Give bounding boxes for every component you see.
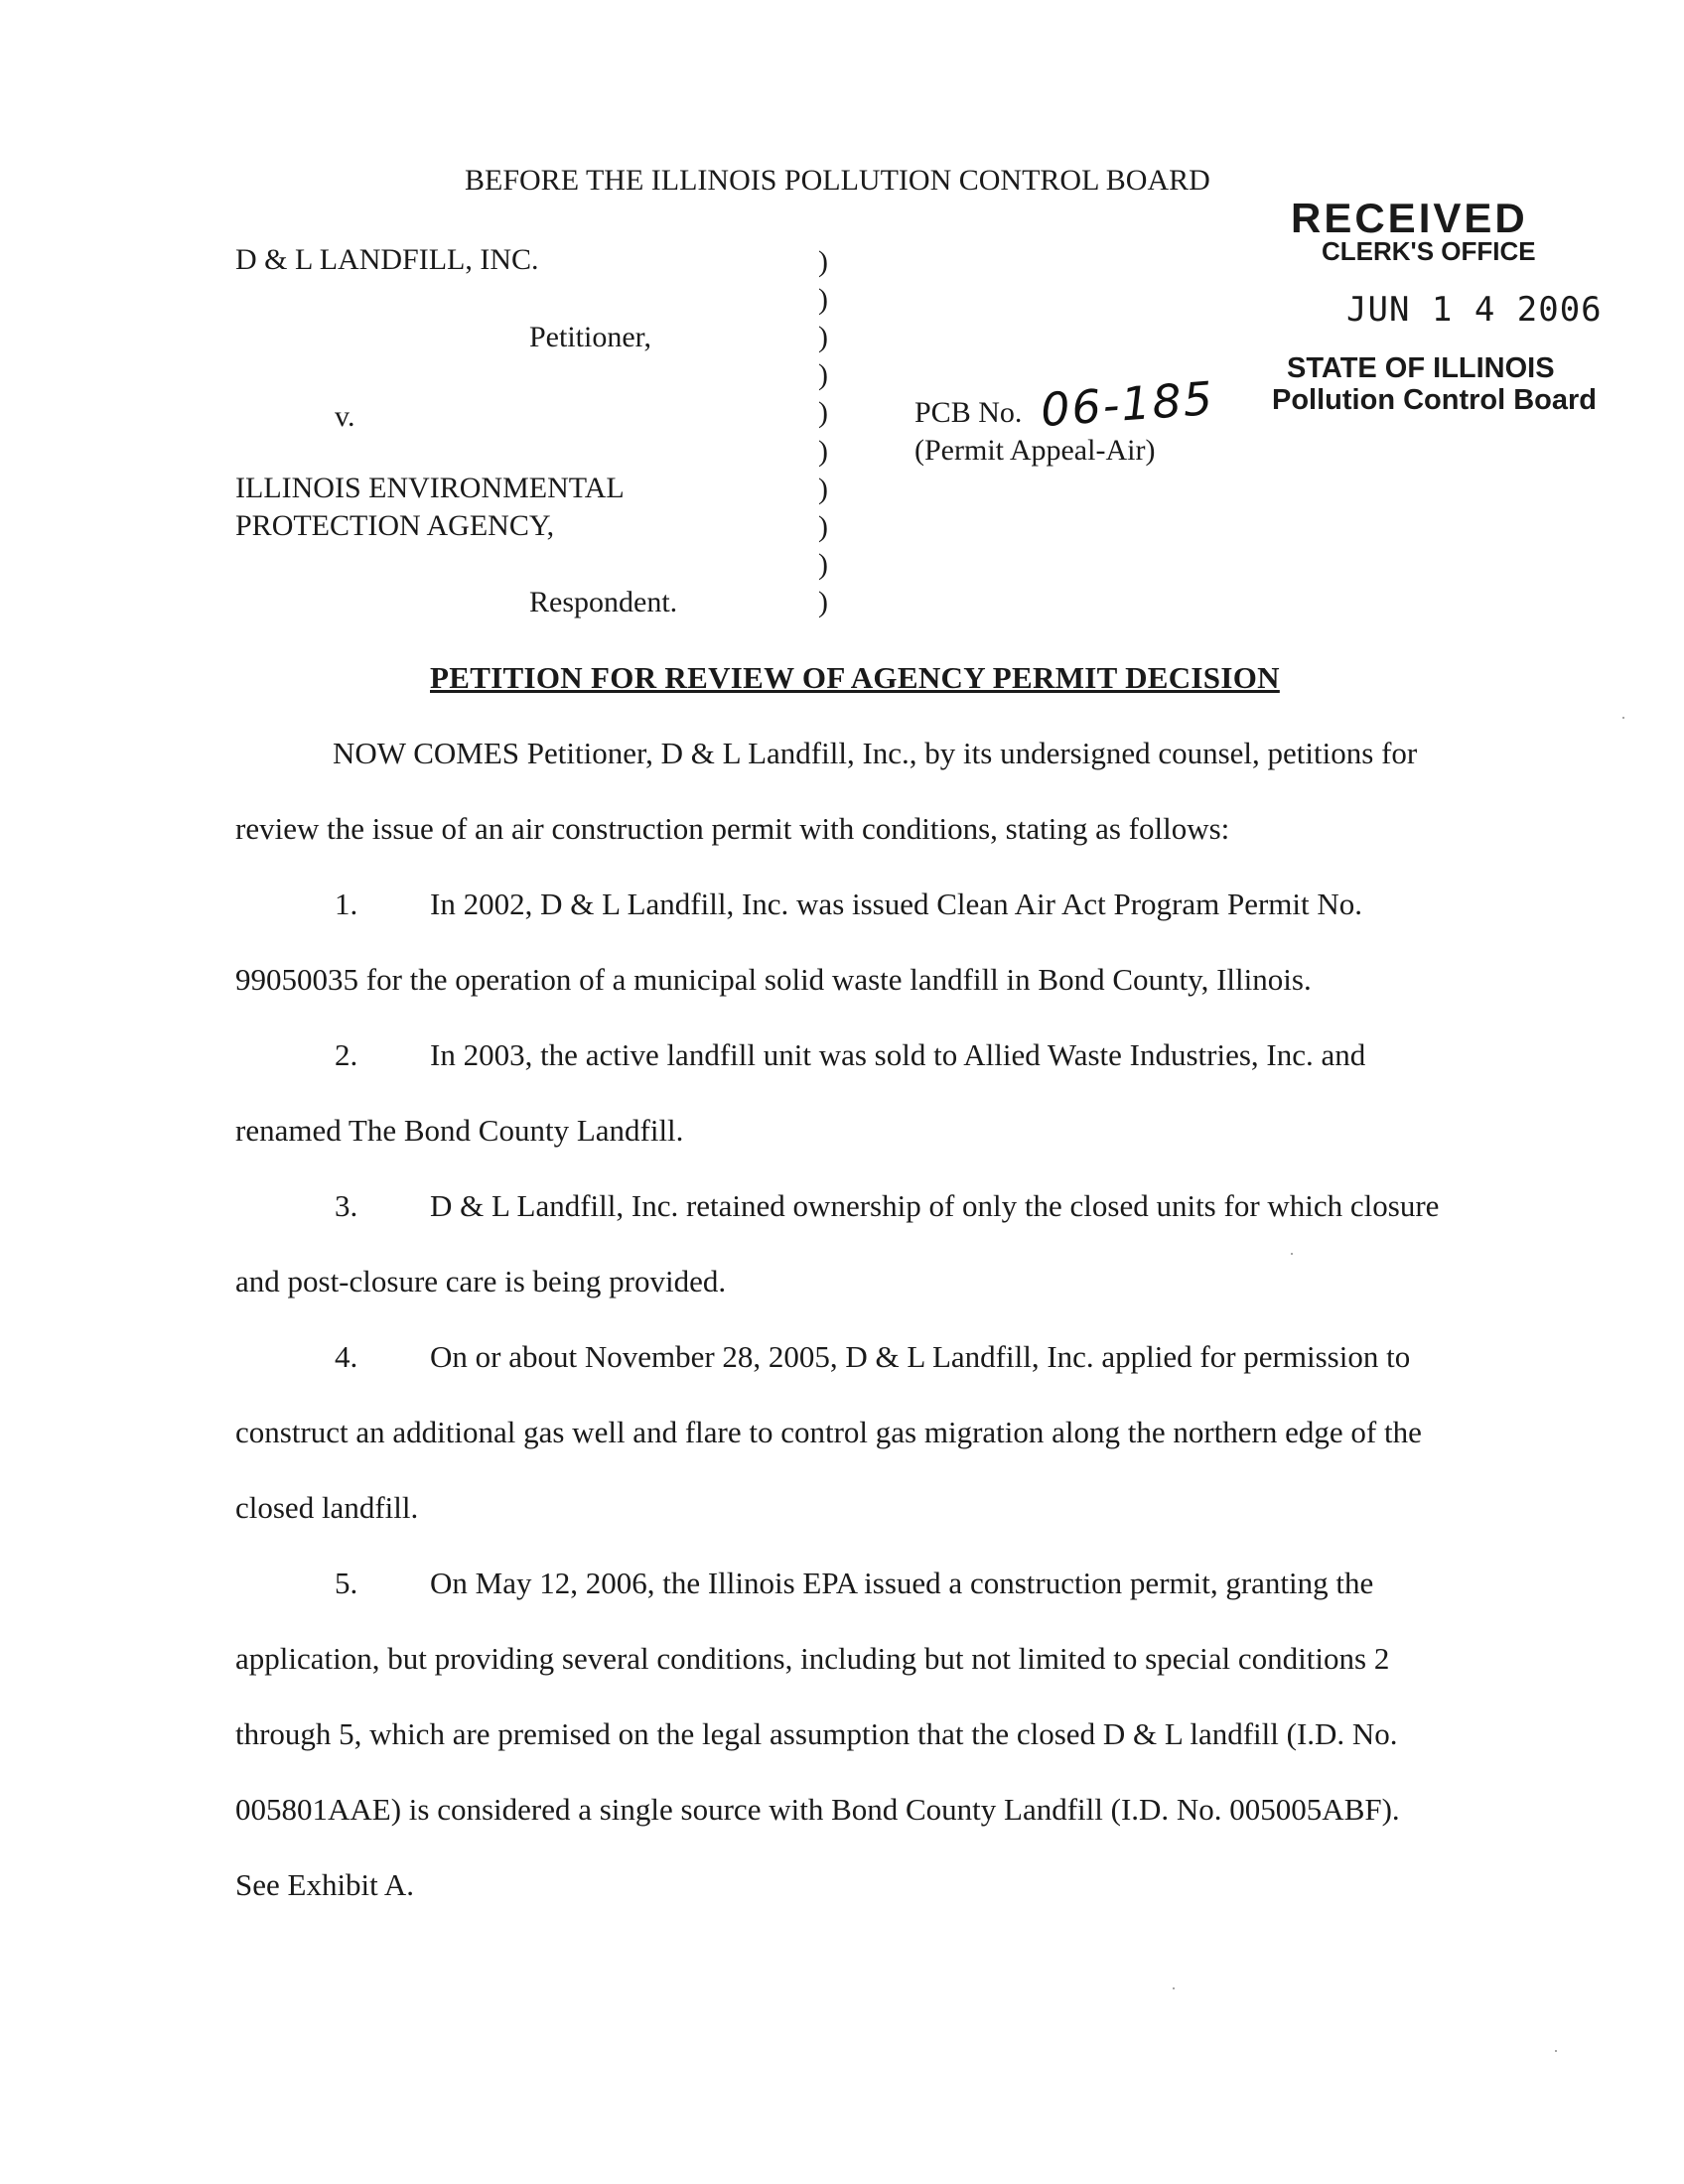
respondent-role: Respondent.	[529, 586, 678, 618]
paragraph-5-line1: On May 12, 2006, the Illinois EPA issued a construction permit, granting the	[430, 1566, 1374, 1600]
caption-paren: )	[818, 586, 828, 618]
paragraph-2-line1: In 2003, the active landfill unit was sold to Allied Waste Industries, Inc. and	[430, 1037, 1366, 1072]
stamp-board: Pollution Control Board	[1272, 384, 1598, 416]
paragraph-2-line2: renamed The Bond County Landfill.	[235, 1113, 684, 1148]
paragraph-3-line2: and post-closure care is being provided.	[235, 1264, 727, 1298]
pcb-number-handwritten: 06-185	[1039, 370, 1216, 438]
petitioner-role: Petitioner,	[529, 321, 651, 353]
paragraph-4-line2: construct an additional gas well and flare to control gas migration along the northern edge of the	[235, 1415, 1422, 1449]
caption-paren: )	[818, 283, 828, 316]
caption-paren: )	[818, 321, 828, 353]
stamp-state: STATE OF ILLINOIS	[1287, 352, 1555, 384]
paragraph-5-number: 5.	[335, 1566, 358, 1600]
caption-paren: )	[818, 548, 828, 581]
paragraph-4-number: 4.	[335, 1339, 358, 1374]
paragraph-3-number: 3.	[335, 1188, 358, 1223]
intro-line2: review the issue of an air construction permit with conditions, stating as follows:	[235, 811, 1230, 846]
scan-speck	[1622, 717, 1624, 719]
paragraph-5-line5: See Exhibit A.	[235, 1867, 414, 1902]
caption-paren: )	[818, 435, 828, 468]
versus: v.	[335, 400, 355, 433]
paragraph-1-line1: In 2002, D & L Landfill, Inc. was issued Clean Air Act Program Permit No.	[430, 887, 1363, 921]
paragraph-5-line4: 005801AAE) is considered a single source with Bond County Landfill (I.D. No. 005005ABF).	[235, 1792, 1400, 1827]
petitioner-name: D & L LANDFILL, INC.	[235, 243, 539, 276]
respondent-name-line1: ILLINOIS ENVIRONMENTAL	[235, 472, 625, 504]
respondent-name-line2: PROTECTION AGENCY,	[235, 509, 555, 542]
paragraph-2-number: 2.	[335, 1037, 358, 1072]
paragraph-1-number: 1.	[335, 887, 358, 921]
paragraph-4-line1: On or about November 28, 2005, D & L Landfill, Inc. applied for permission to	[430, 1339, 1411, 1374]
paragraph-5-line2: application, but providing several conditions, including but not limited to special conditions 2	[235, 1641, 1390, 1676]
scan-speck	[1291, 1253, 1293, 1255]
document-title: PETITION FOR REVIEW OF AGENCY PERMIT DECISION	[430, 660, 1280, 695]
scan-speck	[1173, 1987, 1175, 1989]
case-type: (Permit Appeal-Air)	[914, 434, 1156, 467]
pcb-label: PCB No.	[914, 396, 1023, 429]
caption-paren: )	[818, 358, 828, 391]
caption-paren: )	[818, 510, 828, 543]
paragraph-5-line3: through 5, which are premised on the legal assumption that the closed D & L landfill (I.D. No.	[235, 1716, 1398, 1751]
stamp-received: RECEIVED	[1291, 195, 1528, 241]
stamp-clerks-office: CLERK'S OFFICE	[1322, 236, 1536, 266]
scan-speck	[1555, 2050, 1557, 2052]
paragraph-1-line2: 99050035 for the operation of a municipal solid waste landfill in Bond County, Illinois.	[235, 962, 1312, 997]
court-heading: BEFORE THE ILLINOIS POLLUTION CONTROL BOARD	[465, 164, 1210, 197]
stamp-date: JUN 1 4 2006	[1346, 290, 1603, 330]
caption-paren: )	[818, 396, 828, 429]
caption-paren: )	[818, 245, 828, 278]
caption-paren: )	[818, 473, 828, 505]
paragraph-3-line1: D & L Landfill, Inc. retained ownership of only the closed units for which closure	[430, 1188, 1440, 1223]
intro-line1: NOW COMES Petitioner, D & L Landfill, Inc., by its undersigned counsel, petitions for	[333, 736, 1418, 770]
paragraph-4-line3: closed landfill.	[235, 1490, 419, 1525]
